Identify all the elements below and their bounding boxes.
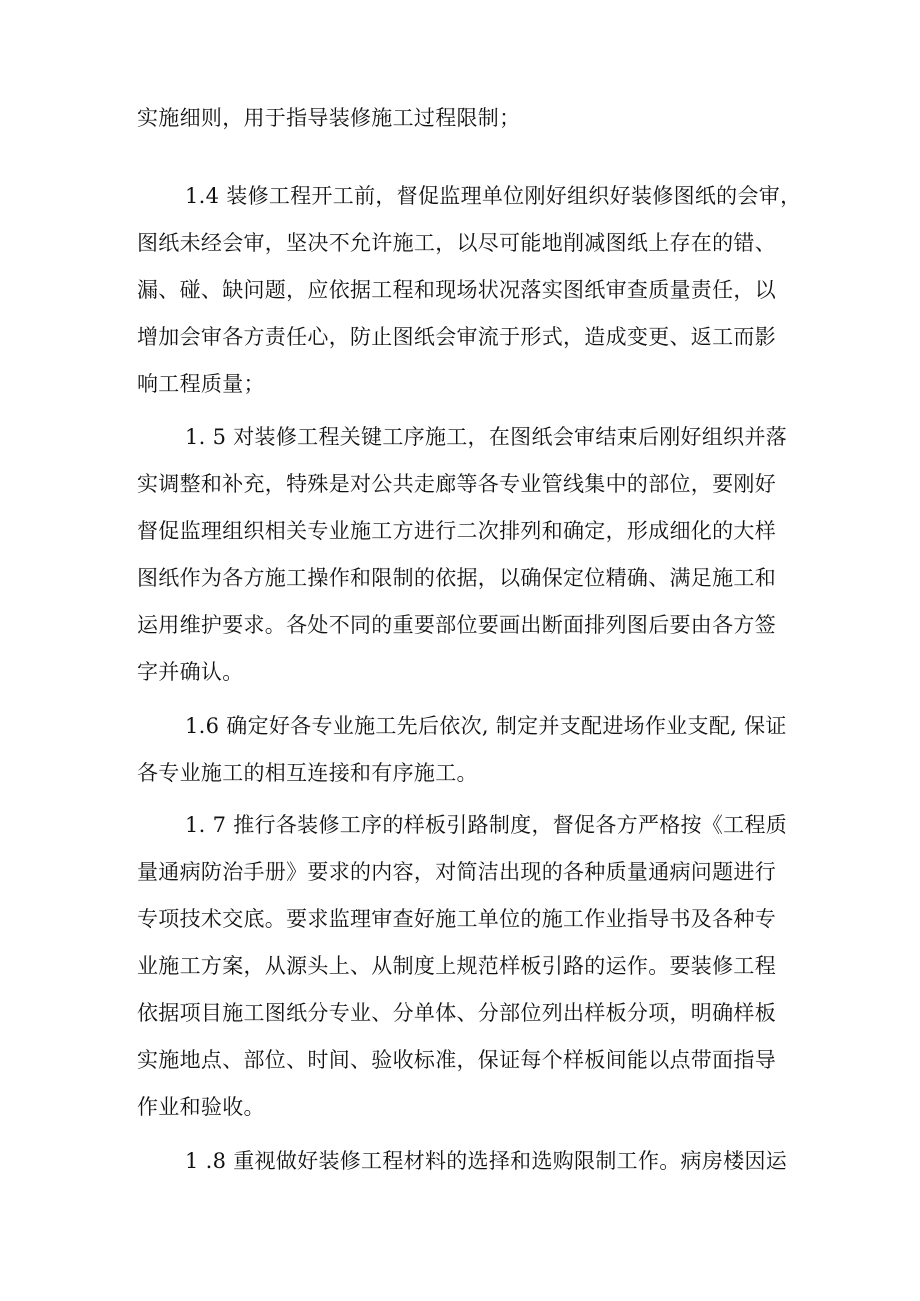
text-line: 字并确认。 xyxy=(137,660,244,684)
text-line: 1 .8 重视做好装修工程材料的选择和选购限制工作。病房楼因运 xyxy=(185,1149,788,1173)
text-line: 量通病防治手册》要求的内容，对简洁出现的各种质量通病问题进行 xyxy=(137,860,776,884)
paragraph-1-4 xyxy=(137,173,801,408)
text-line: 实调整和补充，特殊是对公共走廊等各专业管线集中的部位，要刚好 xyxy=(137,472,776,496)
paragraph-1-6 xyxy=(137,703,787,797)
paragraph-1-5 xyxy=(137,414,787,696)
text-line: 1.6 确定好各专业施工先后依次, 制定并支配进场作业支配, 保证 xyxy=(185,714,787,738)
text-line: 各专业施工的相互连接和有序施工。 xyxy=(137,761,478,785)
text-line: 1. 7 推行各装修工序的样板引路制度，督促各方严格按《工程质 xyxy=(185,813,788,837)
text-line: 1. 5 对装修工程关键工序施工，在图纸会审结束后刚好组织并落 xyxy=(185,425,788,449)
text-line: 运用维护要求。各处不同的重要部位要画出断面排列图后要由各方签 xyxy=(137,613,776,637)
text-line: 依据项目施工图纸分专业、分单体、分部位列出样板分项，明确样板 xyxy=(137,1001,776,1025)
paragraph-1-8 xyxy=(137,1138,787,1185)
text-line: 实施地点、部位、时间、验收标准，保证每个样板间能以点带面指导 xyxy=(137,1048,776,1072)
text-line: 漏、碰、缺问题，应依据工程和现场状况落实图纸审查质量责任，以 xyxy=(137,278,776,302)
text-line: 图纸未经会审，坚决不允许施工，以尽可能地削减图纸上存在的错、 xyxy=(137,231,776,255)
paragraph-1-7 xyxy=(137,802,787,1131)
text-line: 响工程质量； xyxy=(137,372,265,396)
text-line: 增加会审各方责任心，防止图纸会审流于形式，造成变更、返工而影 xyxy=(137,325,776,349)
text-line: 图纸作为各方施工操作和限制的依据，以确保定位精确、满足施工和 xyxy=(137,566,776,590)
text-line: 督促监理组织相关专业施工方进行二次排列和确定，形成细化的大样 xyxy=(137,519,776,543)
text-line: 专项技术交底。要求监理审查好施工单位的施工作业指导书及各种专 xyxy=(137,907,776,931)
text-line: 实施细则，用于指导装修施工过程限制； xyxy=(137,106,521,130)
text-line: 作业和验收。 xyxy=(137,1095,265,1119)
paragraph-continuation xyxy=(137,95,520,142)
text-line: 业施工方案，从源头上、从制度上规范样板引路的运作。要装修工程 xyxy=(137,954,776,978)
text-line: 1.4 装修工程开工前，督促监理单位刚好组织好装修图纸的会审， xyxy=(185,184,802,208)
